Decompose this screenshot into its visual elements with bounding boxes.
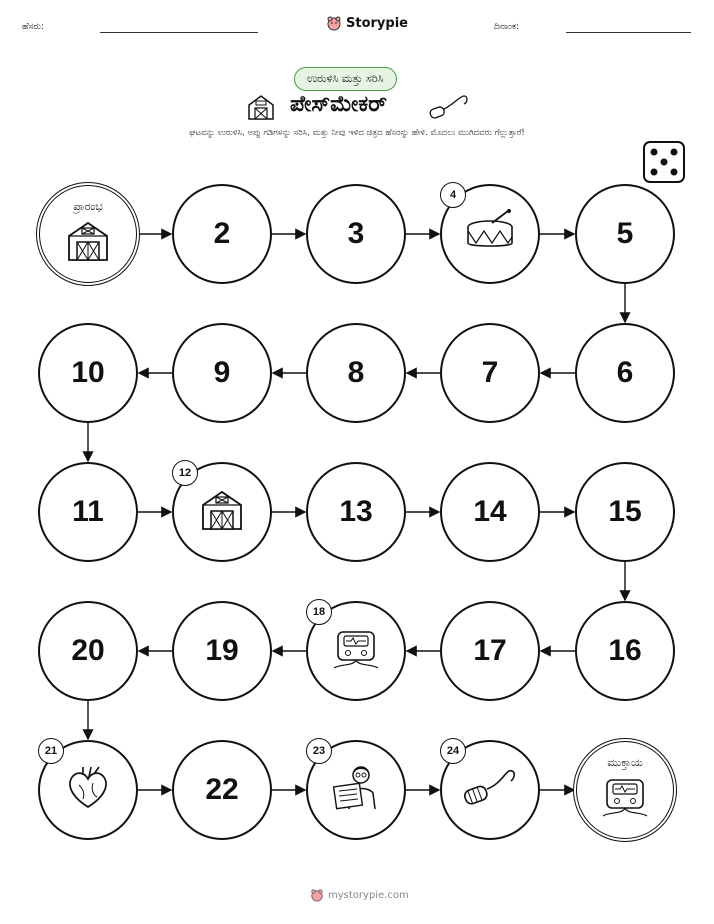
start-space[interactable] [36,182,140,286]
space-number: 6 [616,356,634,389]
board-space-22[interactable] [172,740,272,840]
space-number: 19 [205,634,239,667]
board-space-20[interactable] [38,601,138,701]
space-number: 9 [213,356,231,389]
board-space-10[interactable] [38,323,138,423]
board-space-17[interactable] [440,601,540,701]
space-number-badge: 23 [306,738,332,764]
space-number: 16 [608,634,642,667]
space-number: 20 [71,634,105,667]
space-number-badge: 4 [440,182,466,208]
board-space-18[interactable] [306,601,406,701]
barn-icon [65,218,111,268]
board-space-2[interactable] [172,184,272,284]
space-number-badge: 21 [38,738,64,764]
page-title: ಪೇಸ್‌ಮೇಕರ್ [290,92,387,117]
board-space-19[interactable] [172,601,272,701]
board-space-8[interactable] [306,323,406,423]
brand-name: Storypie [346,15,408,31]
board-space-24[interactable] [440,740,540,840]
board-space-16[interactable] [575,601,675,701]
board-space-6[interactable] [575,323,675,423]
board-space-21[interactable] [38,740,138,840]
board-space-9[interactable] [172,323,272,423]
space-number: 13 [339,495,373,528]
space-number: 7 [481,356,499,389]
board-space-11[interactable] [38,462,138,562]
date-label: ದಿನಾಂಕ: [494,22,520,32]
doctor-icon [329,763,383,817]
pacemaker-device-icon [599,774,651,824]
board-space-7[interactable] [440,323,540,423]
board-space-12[interactable] [172,462,272,562]
board-space-23[interactable] [306,740,406,840]
barn-icon [199,487,245,537]
board-space-14[interactable] [440,462,540,562]
footer-logo-icon [310,888,324,902]
footer [310,888,409,902]
space-number: 14 [473,495,507,528]
board-space-4[interactable] [440,184,540,284]
board-space-13[interactable] [306,462,406,562]
finish-label: ಮುಕ್ತಾಯ [607,756,643,769]
space-number: 17 [473,634,507,667]
space-number: 8 [347,356,365,389]
finish-space[interactable] [573,738,677,842]
space-number: 3 [347,217,365,250]
heart-icon [63,763,113,817]
board-space-3[interactable] [306,184,406,284]
instructions: ಘಟವನ್ನು ಉರುಳಿಸಿ, ಅಪ್ಪು ಗಡಿಗಳನ್ನು ಸರಿಸಿ, ಮತ್ತು ನೀವು ಇಳಿದ ಚಿತ್ರದ ಹೆಸರನ್ನು ಹೇಳಿ. ಮೊದಲು ಮುಗಿದವರು ಗೆಲ್ಲುತ್ತಾರೆ! [189,128,525,138]
board-space-5[interactable] [575,184,675,284]
space-number: 22 [205,773,239,806]
space-number: 11 [72,495,104,528]
category-pill: ಉರುಳಿಸಿ ಮತ್ತು ಸರಿಸಿ [294,67,397,91]
drum-icon [462,209,518,259]
footer-site[interactable]: mystorypie.com [328,889,409,901]
space-number-badge: 12 [172,460,198,486]
space-number: 10 [71,356,105,389]
start-label: ಪ್ರಾರಂಭ [73,200,103,213]
pacemaker-device-icon [330,626,382,676]
board-space-15[interactable] [575,462,675,562]
name-label: ಹೆಸರು: [22,22,45,32]
pacemaker-lead-icon [461,765,519,815]
space-number-badge: 24 [440,738,466,764]
space-number: 5 [616,217,634,250]
space-number: 15 [608,495,642,528]
space-number-badge: 18 [306,599,332,625]
space-number: 2 [213,217,231,250]
